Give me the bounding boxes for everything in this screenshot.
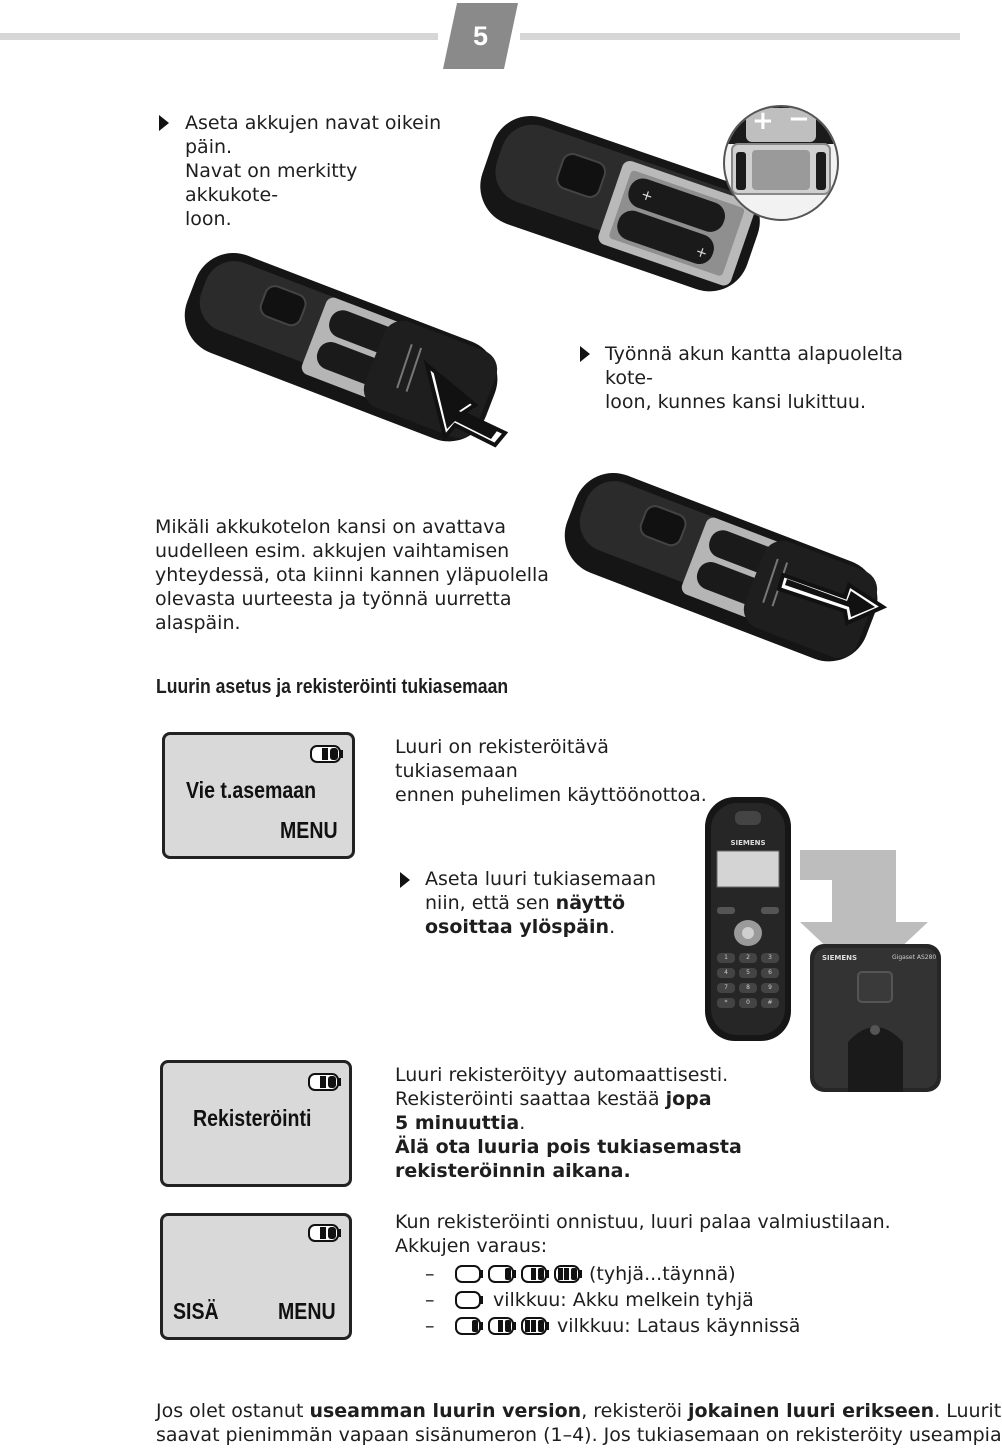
key: 2 bbox=[746, 954, 750, 961]
bullet-icon bbox=[580, 346, 590, 362]
registration-line: Älä ota luuria pois tukiasemasta bbox=[395, 1136, 742, 1158]
key: # bbox=[767, 999, 773, 1006]
note-line: yhteydessä, ota kiinni kannen yläpuolella bbox=[155, 564, 549, 586]
step3-end: . bbox=[609, 916, 616, 938]
note-line: Mikäli akkukotelon kansi on avattava bbox=[155, 516, 506, 538]
note-line: olevasta uurteesta ja työnnä uurretta bbox=[155, 588, 512, 610]
step1-text bbox=[185, 111, 455, 231]
note-line: uudelleen esim. akkujen vaihtamisen bbox=[155, 540, 510, 562]
handset-brand: SIEMENS bbox=[730, 839, 766, 847]
footer-text bbox=[156, 1399, 1002, 1447]
step1-line: Aseta akkujen navat oikein bbox=[185, 112, 442, 134]
svg-text:+: + bbox=[638, 186, 656, 206]
step3-text bbox=[425, 867, 685, 939]
intro-line: ennen puhelimen käyttöönottoa. bbox=[395, 784, 707, 806]
legend-text: vilkkuu: Akku melkein tyhjä bbox=[493, 1289, 754, 1311]
registration-line bbox=[395, 1111, 815, 1135]
registration-line bbox=[395, 1087, 815, 1111]
bullet-icon bbox=[159, 115, 169, 131]
key: 7 bbox=[724, 984, 728, 991]
open-cover-note bbox=[155, 515, 555, 635]
battery-charging-icon bbox=[455, 1317, 549, 1335]
key: * bbox=[724, 999, 728, 1006]
key: 8 bbox=[746, 984, 750, 991]
legend-dash: – bbox=[425, 1289, 435, 1311]
step1-line: loon. bbox=[185, 208, 232, 230]
battery-legend-row bbox=[425, 1288, 925, 1312]
handset-display-3 bbox=[160, 1213, 352, 1340]
plus-label: + bbox=[752, 106, 774, 136]
handset-display-2 bbox=[160, 1060, 352, 1187]
handset-display-1 bbox=[162, 732, 355, 859]
bullet-icon bbox=[400, 872, 410, 888]
svg-text:+: + bbox=[693, 243, 710, 263]
legend-dash: – bbox=[425, 1263, 435, 1285]
battery-legend-row bbox=[425, 1314, 925, 1338]
header-rule-right bbox=[520, 33, 960, 40]
softkey-menu: MENU bbox=[278, 1298, 336, 1324]
footer-bold: useamman luurin version bbox=[309, 1400, 582, 1422]
battery-legend-row bbox=[425, 1262, 925, 1286]
section-heading: Luurin asetus ja rekisteröinti tukiasemaan bbox=[156, 676, 509, 698]
footer-part: . Luurit bbox=[934, 1400, 1002, 1422]
success-line: Akkujen varaus: bbox=[395, 1235, 548, 1257]
handset-keypad bbox=[717, 953, 779, 1008]
success-text bbox=[395, 1210, 935, 1258]
polarity-inset bbox=[722, 104, 840, 222]
registration-line: rekisteröinnin aikana. bbox=[395, 1160, 631, 1182]
register-intro bbox=[395, 735, 735, 807]
step1-line: päin. bbox=[185, 136, 233, 158]
step3-bold: osoittaa ylöspäin bbox=[425, 916, 610, 938]
step3-line: Aseta luuri tukiasemaan bbox=[425, 868, 657, 890]
page-number-tab bbox=[443, 3, 518, 69]
battery-icon bbox=[308, 1073, 342, 1091]
legend-text: (tyhjä...täynnä) bbox=[589, 1263, 736, 1285]
registration-line: Luuri rekisteröityy automaattisesti. bbox=[395, 1064, 729, 1086]
registration-text bbox=[395, 1063, 815, 1183]
footer-bold: jokainen luuri erikseen bbox=[688, 1400, 935, 1422]
battery-icon bbox=[308, 1224, 342, 1242]
handset-close-cover-illustration bbox=[175, 255, 510, 445]
softkey-internal: SISÄ bbox=[173, 1298, 219, 1324]
footer-line: saavat pienimmän vapaan sisänumeron (1–4). Jos tukiasemaan on rekisteröity useampia bbox=[156, 1424, 1002, 1446]
success-line: Kun rekisteröinti onnistuu, luuri palaa valmiustilaan. bbox=[395, 1211, 891, 1233]
key: 6 bbox=[768, 969, 772, 976]
footer-line bbox=[156, 1399, 1002, 1423]
key: 9 bbox=[768, 984, 772, 991]
key: 0 bbox=[746, 999, 750, 1006]
step2-line: loon, kunnes kansi lukittuu. bbox=[605, 391, 867, 413]
base-station bbox=[808, 942, 943, 1094]
key: 3 bbox=[768, 954, 772, 961]
intro-line: Luuri on rekisteröitävä tukiasemaan bbox=[395, 736, 609, 782]
legend-text: vilkkuu: Lataus käynnissä bbox=[557, 1315, 801, 1337]
page-number: 5 bbox=[472, 21, 489, 51]
minus-label: − bbox=[788, 104, 810, 134]
header-rule-left bbox=[0, 33, 438, 40]
footer-part: Jos olet ostanut bbox=[156, 1400, 310, 1422]
battery-icon bbox=[310, 745, 344, 763]
base-model: Gigaset AS280 bbox=[892, 954, 937, 961]
display-text: Vie t.asemaan bbox=[186, 777, 317, 803]
key: 5 bbox=[746, 969, 750, 976]
step2-text bbox=[605, 342, 955, 414]
handset-open-cover-illustration bbox=[555, 475, 885, 665]
step3-line bbox=[425, 891, 685, 915]
battery-empty-icon bbox=[455, 1291, 485, 1309]
battery-levels-icon bbox=[455, 1265, 581, 1283]
step3-bold: näyttö bbox=[555, 892, 626, 914]
step3-line bbox=[425, 915, 685, 939]
display-text: Rekisteröinti bbox=[193, 1105, 312, 1131]
legend-dash: – bbox=[425, 1315, 435, 1337]
step3-part: niin, että sen bbox=[425, 892, 556, 914]
softkey-menu: MENU bbox=[280, 817, 338, 843]
key: 4 bbox=[724, 969, 728, 976]
note-line: alaspäin. bbox=[155, 612, 241, 634]
step2-line: Työnnä akun kantta alapuolelta kote- bbox=[605, 343, 904, 389]
registration-part: Rekisteröinti saattaa kestää bbox=[395, 1088, 666, 1110]
handset-illustration bbox=[703, 795, 793, 1043]
footer-part: , rekisteröi bbox=[581, 1400, 689, 1422]
registration-bold: jopa bbox=[665, 1088, 712, 1110]
step1-line: Navat on merkitty akkukote- bbox=[185, 160, 358, 206]
registration-bold: 5 minuuttia bbox=[395, 1112, 520, 1134]
key: 1 bbox=[724, 954, 728, 961]
registration-part: . bbox=[519, 1112, 526, 1134]
base-brand: SIEMENS bbox=[822, 954, 858, 962]
